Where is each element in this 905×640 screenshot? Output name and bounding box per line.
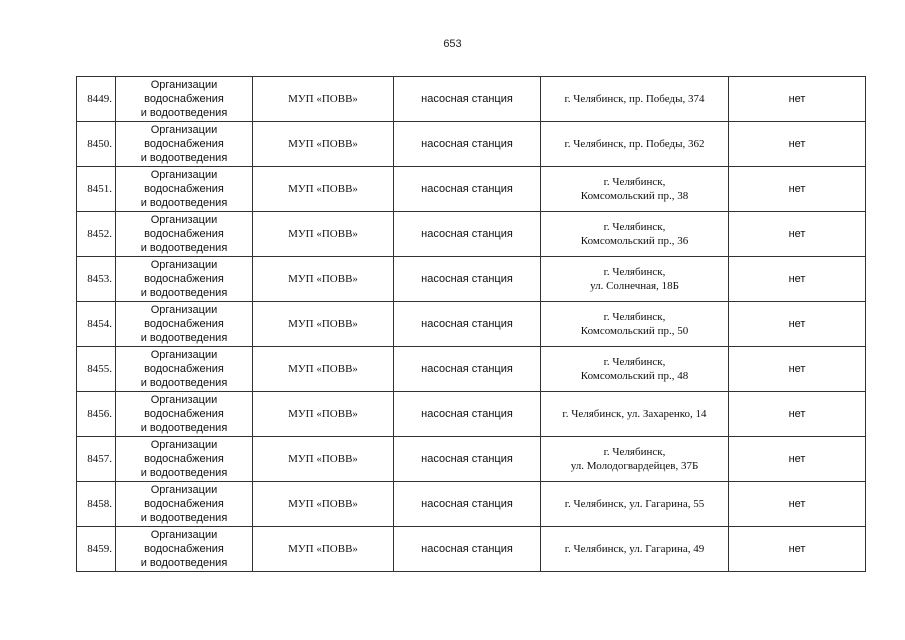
address-cell [541, 77, 729, 122]
address-cell [541, 257, 729, 302]
category-cell [116, 347, 253, 392]
registry-table-body [77, 77, 866, 572]
table-row [77, 122, 866, 167]
object-type-cell: насосная станция [394, 482, 541, 527]
row-number: 8452. [77, 212, 116, 257]
table-row [77, 167, 866, 212]
row-number: 8458. [77, 482, 116, 527]
row-number: 8455. [77, 347, 116, 392]
address-line: г. Челябинск, пр. Победы, 374 [564, 93, 705, 105]
category-line: и водоотведения [140, 467, 228, 479]
address-line: г. Челябинск, [603, 356, 666, 368]
category-line: водоснабжения [144, 183, 224, 195]
flag-cell: нет [729, 77, 866, 122]
object-type-cell: насосная станция [394, 257, 541, 302]
flag-cell: нет [729, 527, 866, 572]
table-row [77, 347, 866, 392]
object-type-cell: насосная станция [394, 77, 541, 122]
address-cell [541, 437, 729, 482]
category-line: Организации [150, 79, 218, 91]
address-line: г. Челябинск, пр. Победы, 362 [564, 138, 705, 150]
category-line: Организации [150, 529, 218, 541]
organization-cell: МУП «ПОВВ» [253, 167, 394, 212]
category-line: водоснабжения [144, 543, 224, 555]
flag-cell: нет [729, 392, 866, 437]
category-line: Организации [150, 124, 218, 136]
flag-cell: нет [729, 437, 866, 482]
table-row [77, 437, 866, 482]
category-line: Организации [150, 349, 218, 361]
category-line: Организации [150, 304, 218, 316]
table-row [77, 392, 866, 437]
category-cell [116, 167, 253, 212]
row-number: 8451. [77, 167, 116, 212]
address-cell [541, 302, 729, 347]
address-cell [541, 167, 729, 212]
address-line: Комсомольский пр., 48 [580, 370, 689, 382]
row-number: 8459. [77, 527, 116, 572]
address-line: г. Челябинск, [603, 221, 666, 233]
category-line: и водоотведения [140, 422, 228, 434]
category-line: и водоотведения [140, 197, 228, 209]
object-type-cell: насосная станция [394, 347, 541, 392]
category-cell [116, 122, 253, 167]
category-line: и водоотведения [140, 242, 228, 254]
flag-cell: нет [729, 212, 866, 257]
category-line: и водоотведения [140, 557, 228, 569]
row-number: 8450. [77, 122, 116, 167]
category-line: Организации [150, 439, 218, 451]
category-line: водоснабжения [144, 498, 224, 510]
category-cell [116, 77, 253, 122]
object-type-cell: насосная станция [394, 212, 541, 257]
address-line: Комсомольский пр., 38 [580, 190, 689, 202]
flag-cell: нет [729, 347, 866, 392]
row-number: 8453. [77, 257, 116, 302]
page-number: 653 [443, 38, 462, 50]
organization-cell: МУП «ПОВВ» [253, 77, 394, 122]
address-line: г. Челябинск, [603, 311, 666, 323]
category-line: водоснабжения [144, 273, 224, 285]
organization-cell: МУП «ПОВВ» [253, 302, 394, 347]
category-line: водоснабжения [144, 453, 224, 465]
address-line: г. Челябинск, ул. Захаренко, 14 [562, 408, 707, 420]
registry-table [76, 76, 866, 572]
row-number: 8456. [77, 392, 116, 437]
address-line: Комсомольский пр., 50 [580, 325, 689, 337]
address-line: г. Челябинск, [603, 446, 666, 458]
table-row [77, 527, 866, 572]
object-type-cell: насосная станция [394, 122, 541, 167]
category-line: Организации [150, 259, 218, 271]
object-type-cell: насосная станция [394, 167, 541, 212]
category-cell [116, 482, 253, 527]
category-line: Организации [150, 214, 218, 226]
table-row [77, 482, 866, 527]
flag-cell: нет [729, 302, 866, 347]
category-line: и водоотведения [140, 287, 228, 299]
object-type-cell: насосная станция [394, 302, 541, 347]
organization-cell: МУП «ПОВВ» [253, 482, 394, 527]
address-line: ул. Молодогвардейцев, 37Б [570, 460, 699, 472]
address-line: г. Челябинск, ул. Гагарина, 55 [564, 498, 705, 510]
address-cell [541, 212, 729, 257]
category-line: водоснабжения [144, 228, 224, 240]
table-row [77, 77, 866, 122]
category-line: Организации [150, 484, 218, 496]
address-cell [541, 122, 729, 167]
category-line: водоснабжения [144, 318, 224, 330]
address-cell [541, 527, 729, 572]
organization-cell: МУП «ПОВВ» [253, 392, 394, 437]
category-line: и водоотведения [140, 512, 228, 524]
organization-cell: МУП «ПОВВ» [253, 527, 394, 572]
category-cell [116, 212, 253, 257]
category-cell [116, 437, 253, 482]
category-line: водоснабжения [144, 363, 224, 375]
object-type-cell: насосная станция [394, 437, 541, 482]
organization-cell: МУП «ПОВВ» [253, 437, 394, 482]
organization-cell: МУП «ПОВВ» [253, 122, 394, 167]
category-cell [116, 527, 253, 572]
address-cell [541, 392, 729, 437]
category-cell [116, 302, 253, 347]
table-row [77, 212, 866, 257]
flag-cell: нет [729, 482, 866, 527]
category-line: и водоотведения [140, 332, 228, 344]
category-line: водоснабжения [144, 408, 224, 420]
object-type-cell: насосная станция [394, 527, 541, 572]
category-cell [116, 392, 253, 437]
table-row [77, 302, 866, 347]
organization-cell: МУП «ПОВВ» [253, 212, 394, 257]
category-line: водоснабжения [144, 93, 224, 105]
flag-cell: нет [729, 257, 866, 302]
category-line: Организации [150, 169, 218, 181]
organization-cell: МУП «ПОВВ» [253, 257, 394, 302]
organization-cell: МУП «ПОВВ» [253, 347, 394, 392]
address-cell [541, 482, 729, 527]
address-line: г. Челябинск, [603, 176, 666, 188]
flag-cell: нет [729, 167, 866, 212]
address-cell [541, 347, 729, 392]
flag-cell: нет [729, 122, 866, 167]
row-number: 8457. [77, 437, 116, 482]
row-number: 8454. [77, 302, 116, 347]
category-line: и водоотведения [140, 152, 228, 164]
address-line: г. Челябинск, ул. Гагарина, 49 [564, 543, 705, 555]
category-cell [116, 257, 253, 302]
address-line: ул. Солнечная, 18Б [590, 280, 679, 292]
category-line: и водоотведения [140, 377, 228, 389]
address-line: г. Челябинск, [603, 266, 666, 278]
category-line: и водоотведения [140, 107, 228, 119]
category-line: Организации [150, 394, 218, 406]
category-line: водоснабжения [144, 138, 224, 150]
row-number: 8449. [77, 77, 116, 122]
address-line: Комсомольский пр., 36 [580, 235, 689, 247]
object-type-cell: насосная станция [394, 392, 541, 437]
table-row [77, 257, 866, 302]
